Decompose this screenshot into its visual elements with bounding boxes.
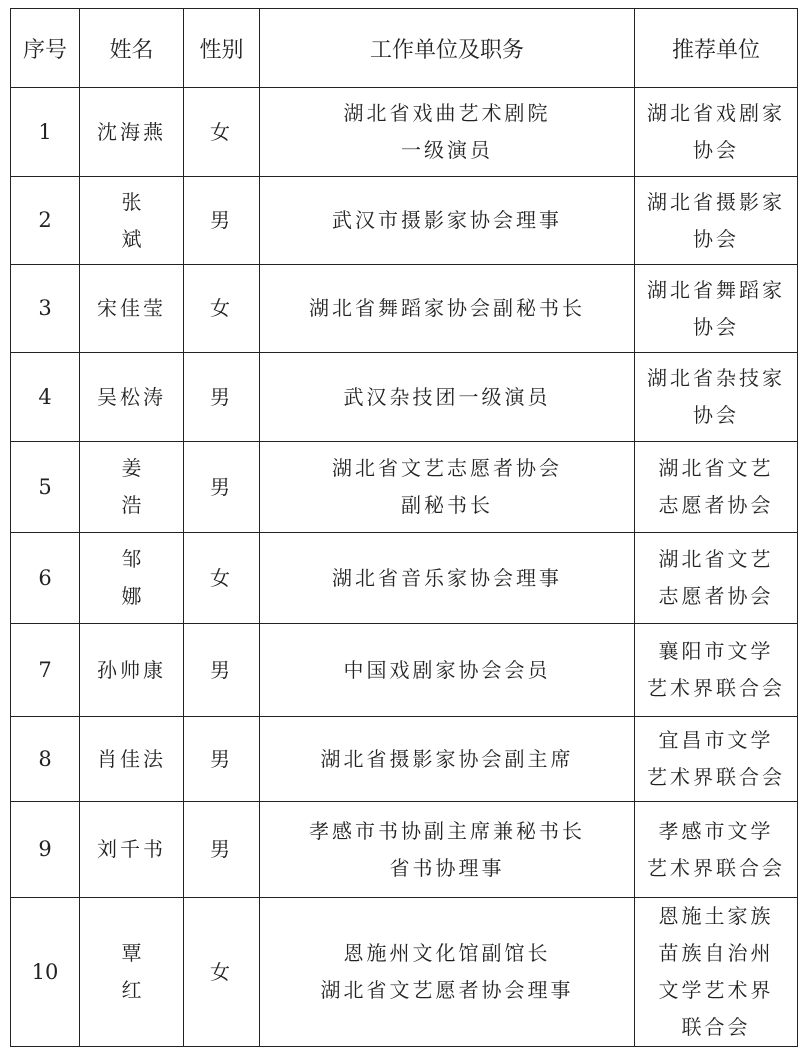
cell-name: 刘千书 bbox=[80, 802, 184, 898]
cell-work bbox=[260, 442, 635, 533]
table-row bbox=[11, 533, 798, 624]
cell-recommender bbox=[635, 898, 798, 1047]
cell-recommender bbox=[635, 717, 798, 802]
recommender-line: 协会 bbox=[693, 226, 739, 251]
cell-name: 沈海燕 bbox=[80, 88, 184, 177]
recommender-line: 艺术界联合会 bbox=[647, 765, 785, 789]
cell-gender: 男 bbox=[184, 442, 260, 533]
cell-gender: 男 bbox=[184, 717, 260, 802]
recommender-line: 志愿者协会 bbox=[658, 584, 774, 608]
cell-gender: 女 bbox=[184, 88, 260, 177]
table-row bbox=[11, 624, 798, 717]
cell-gender: 男 bbox=[184, 177, 260, 265]
recommender-line: 艺术界联合会 bbox=[647, 855, 785, 880]
cell-name: 孙帅康 bbox=[80, 624, 184, 717]
recommender-line: 协会 bbox=[693, 314, 739, 339]
cell-name: 覃 红 bbox=[80, 898, 184, 1047]
cell-work bbox=[260, 624, 635, 717]
cell-recommender bbox=[635, 177, 798, 265]
cell-seq: 10 bbox=[11, 898, 80, 1047]
work-line: 恩施州文化馆副馆长 bbox=[343, 941, 551, 965]
header-name: 姓名 bbox=[80, 9, 184, 88]
recommender-line: 宜昌市文学 bbox=[658, 728, 774, 752]
work-line: 中国戏剧家协会会员 bbox=[343, 657, 551, 682]
header-seq: 序号 bbox=[11, 9, 80, 88]
cell-gender: 女 bbox=[184, 898, 260, 1047]
work-line: 湖北省舞蹈家协会副秘书长 bbox=[309, 296, 585, 320]
recommender-line: 恩施土家族 bbox=[658, 904, 774, 928]
recommender-line: 志愿者协会 bbox=[658, 493, 774, 517]
header-work: 工作单位及职务 bbox=[260, 9, 635, 88]
recommender-line: 艺术界联合会 bbox=[647, 676, 785, 700]
cell-name: 宋佳莹 bbox=[80, 265, 184, 353]
cell-name: 张 斌 bbox=[80, 177, 184, 265]
recommender-line: 湖北省文艺 bbox=[658, 547, 774, 571]
cell-recommender bbox=[635, 265, 798, 353]
work-line: 湖北省文艺志愿者协会 bbox=[332, 456, 562, 480]
work-line: 省书协理事 bbox=[389, 855, 505, 880]
cell-name: 肖佳法 bbox=[80, 717, 184, 802]
header-gender: 性别 bbox=[184, 9, 260, 88]
recommender-line: 协会 bbox=[693, 403, 739, 427]
cell-name: 吴松涛 bbox=[80, 353, 184, 442]
recommender-line: 联合会 bbox=[681, 1015, 751, 1039]
cell-seq: 2 bbox=[11, 177, 80, 265]
recommender-line: 湖北省杂技家 bbox=[647, 366, 785, 390]
cell-seq: 3 bbox=[11, 265, 80, 353]
cell-seq: 7 bbox=[11, 624, 80, 717]
cell-work bbox=[260, 88, 635, 177]
work-line: 湖北省文艺愿者协会理事 bbox=[320, 978, 574, 1002]
cell-work bbox=[260, 265, 635, 353]
cell-work bbox=[260, 533, 635, 624]
cell-seq: 5 bbox=[11, 442, 80, 533]
recommender-line: 湖北省舞蹈家 bbox=[647, 277, 785, 302]
cell-name: 姜 浩 bbox=[80, 442, 184, 533]
recommender-line: 孝感市文学 bbox=[658, 818, 774, 843]
work-line: 副秘书长 bbox=[401, 493, 493, 517]
header-recommender: 推荐单位 bbox=[635, 9, 798, 88]
member-table bbox=[10, 8, 798, 1047]
work-line: 孝感市书协副主席兼秘书长 bbox=[309, 818, 585, 843]
cell-gender: 男 bbox=[184, 624, 260, 717]
recommender-line: 湖北省文艺 bbox=[658, 456, 774, 480]
cell-seq: 4 bbox=[11, 353, 80, 442]
work-line: 武汉杂技团一级演员 bbox=[343, 384, 551, 409]
cell-work bbox=[260, 353, 635, 442]
recommender-line: 湖北省摄影家 bbox=[647, 189, 785, 214]
cell-recommender bbox=[635, 88, 798, 177]
cell-seq: 1 bbox=[11, 88, 80, 177]
recommender-line: 文学艺术界 bbox=[658, 978, 774, 1002]
table-row bbox=[11, 898, 798, 1047]
table-row bbox=[11, 265, 798, 353]
table-row bbox=[11, 802, 798, 898]
work-line: 湖北省戏曲艺术剧院 bbox=[343, 101, 551, 125]
cell-gender: 女 bbox=[184, 533, 260, 624]
cell-seq: 8 bbox=[11, 717, 80, 802]
cell-work bbox=[260, 802, 635, 898]
cell-name: 邹 娜 bbox=[80, 533, 184, 624]
cell-recommender bbox=[635, 353, 798, 442]
cell-recommender bbox=[635, 442, 798, 533]
recommender-line: 协会 bbox=[693, 138, 739, 162]
cell-gender: 女 bbox=[184, 265, 260, 353]
cell-recommender bbox=[635, 624, 798, 717]
table-row bbox=[11, 353, 798, 442]
work-line: 一级演员 bbox=[401, 138, 493, 162]
work-line: 湖北省摄影家协会副主席 bbox=[320, 746, 574, 771]
work-line: 湖北省音乐家协会理事 bbox=[332, 565, 562, 590]
recommender-line: 襄阳市文学 bbox=[658, 639, 774, 663]
cell-seq: 6 bbox=[11, 533, 80, 624]
recommender-line: 苗族自治州 bbox=[658, 941, 774, 965]
table-row bbox=[11, 717, 798, 802]
cell-seq: 9 bbox=[11, 802, 80, 898]
header-row bbox=[11, 9, 798, 88]
cell-work bbox=[260, 898, 635, 1047]
cell-recommender bbox=[635, 802, 798, 898]
table-row bbox=[11, 177, 798, 265]
cell-work bbox=[260, 717, 635, 802]
cell-recommender bbox=[635, 533, 798, 624]
cell-work bbox=[260, 177, 635, 265]
cell-gender: 男 bbox=[184, 802, 260, 898]
table-row bbox=[11, 442, 798, 533]
table-row bbox=[11, 88, 798, 177]
cell-gender: 男 bbox=[184, 353, 260, 442]
work-line: 武汉市摄影家协会理事 bbox=[332, 208, 562, 232]
recommender-line: 湖北省戏剧家 bbox=[647, 101, 785, 125]
